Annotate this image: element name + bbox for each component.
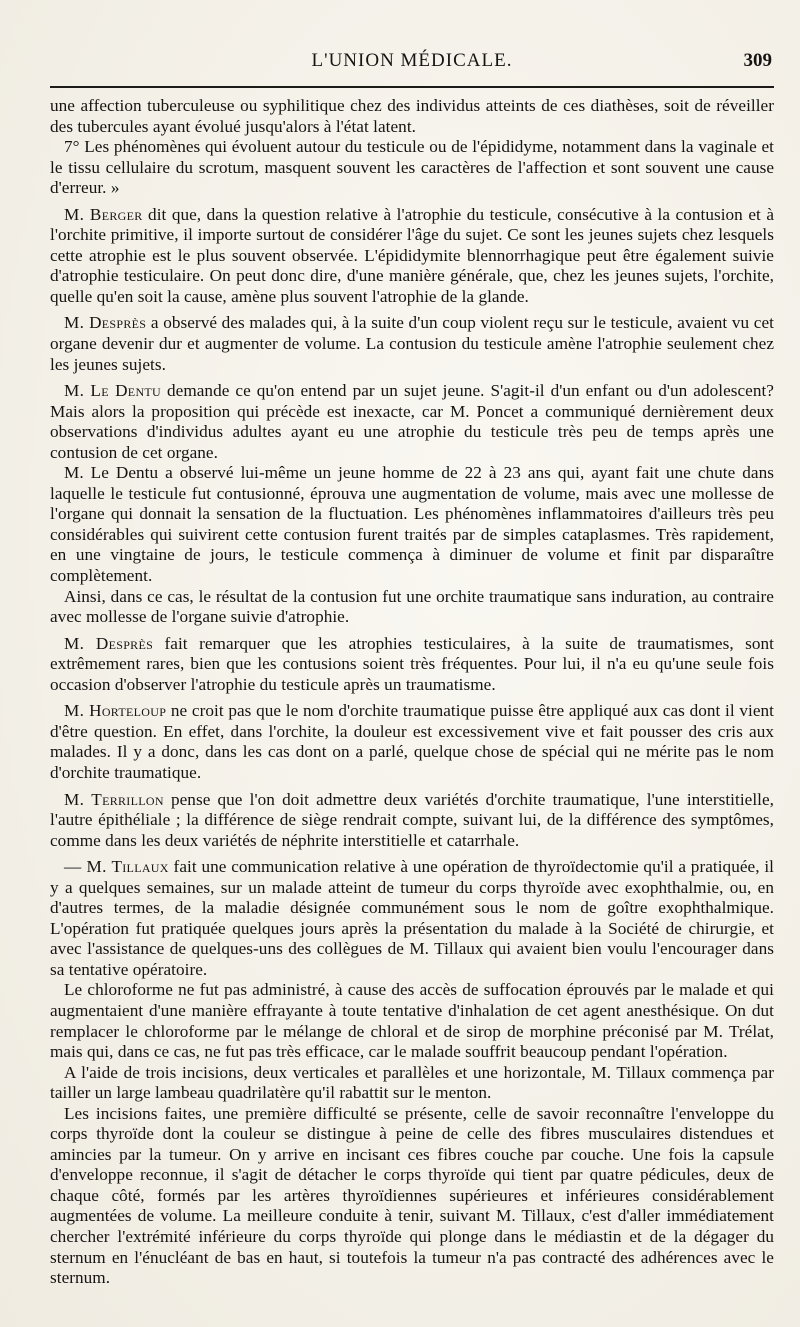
speaker-name: M. Le Dentu	[64, 381, 162, 401]
speaker-name: M. Desprès	[64, 313, 147, 333]
paragraph-text: Les incisions faites, une première difficulté se présente, celle de savoir reconnaître l'enveloppe du corps thyroïde dont la couleur se distingue à peine de celle des fibres musculaires distendues et amincies par la tumeur. On y arrive en incisant ces fibres couche par couche. Une fois la capsule d'enveloppe reconnue, il s'agit de détacher le corps thyroïde qui tient par quatre pédicules, deux de chaque côté, formés par les artères thyroïdiennes supérieures et inférieures considérablement augmentées de volume. La meilleure conduite à tenir, suivant M. Tillaux, c'est d'aller immédiatement chercher l'extrémité inférieure du corps thyroïde qui plonge dans le médiastin et de la dégager du sternum en l'énucléant de bas en haut, si toutefois la tumeur n'a pas contracté des adhérences avec le sternum.	[50, 1103, 774, 1288]
speaker-name: M. Horteloup	[64, 701, 167, 721]
article-body	[50, 96, 774, 1289]
paragraph-text: a observé des malades qui, à la suite d'un coup violent reçu sur le testicule, avaient vu cet organe devenir dur et augmenter de volume. La contusion du testicule amène l'atrophie seulement chez les jeunes sujets.	[50, 313, 774, 374]
paragraph-text: M. Le Dentu a observé lui-même un jeune homme de 22 à 23 ans qui, ayant fait une chute dans laquelle le testicule fut contusionné, éprouva une augmentation de volume, mais avec une mollesse de l'organe qui donnait la sensation de la fluctuation. Les phénomènes inflammatoires d'ailleurs très peu considérables qui suivirent cette contusion furent traités par de simples cataplasmes. Très rapidement, en une vingtaine de jours, le testicule commença à diminuer de volume et finit par disparaître complètement.	[50, 463, 774, 586]
paragraph-text: dit que, dans la question relative à l'atrophie du testicule, consécutive à la contusion et à l'orchite primitive, il importe surtout de considérer l'âge du sujet. Ce sont les jeunes sujets chez lesquels cette atrophie est le plus souvent observée. L'épididymite blennorrhagique peut être également suivie d'atrophie testiculaire. On peut donc dire, d'une manière générale, que, chez les jeunes sujets, l'orchite, quelle qu'en soit la cause, amène plus souvent l'atrophie de la glande.	[50, 204, 774, 306]
paragraph-text: Ainsi, dans ce cas, le résultat de la contusion fut une orchite traumatique sans induration, au contraire avec mollesse de l'organe suivie d'atrophie.	[50, 586, 774, 627]
paragraph	[50, 980, 774, 1062]
paragraph	[50, 1104, 774, 1289]
paragraph-text: A l'aide de trois incisions, deux verticales et parallèles et une horizontale, M. Tillaux commença par tailler un large lambeau quadrilatère qu'il rabattit sur le menton.	[50, 1062, 774, 1103]
header-rule	[50, 86, 774, 88]
paragraph	[50, 463, 774, 586]
running-title: L'UNION MÉDICALE.	[311, 50, 513, 71]
paragraph	[50, 587, 774, 628]
speaker-name: M. Terrillon	[64, 789, 164, 809]
paragraph	[50, 96, 774, 137]
paragraph-text: fait une communication relative à une opération de thyroïdectomie qu'il a pratiquée, il y a quelques semaines, sur un malade atteint de tumeur du corps thyroïde avec exophthalmie, ou, en d'autres termes, de la maladie désignée communément sous le nom de goître exophthalmique. L'opération fut pratiquée quelques jours après la présentation du malade à la Société de chirurgie, et avec l'assistance de quelques-uns des collègues de M. Tillaux qui avaient bien voulu l'encourager dans sa tentative opératoire.	[50, 857, 774, 979]
speaker-name: M. Desprès	[64, 633, 154, 653]
paragraph	[50, 1063, 774, 1104]
paragraph	[50, 205, 774, 308]
page-number: 309	[743, 50, 772, 71]
paragraph	[50, 381, 774, 463]
page-header	[50, 50, 774, 80]
paragraph	[50, 857, 774, 980]
paragraph-text: demande ce qu'on entend par un sujet jeune. S'agit-il d'un enfant ou d'un adolescent? Mais alors la proposition qui précède est inexacte, car M. Poncet a communiqué dernièrement deux observations d'individus adultes ayant eu une atrophie du testicule très peu de temps après une contusion de cet organe.	[50, 381, 774, 462]
paragraph	[50, 313, 774, 375]
paragraph-text: fait remarquer que les atrophies testiculaires, à la suite de traumatismes, sont extrêmement rares, bien que les contusions soient très fréquentes. Pour lui, il n'a eu qu'une seule fois occasion d'observer l'atrophie du testicule après un traumatisme.	[50, 633, 774, 694]
paragraph	[50, 137, 774, 199]
paragraph-text: ne croit pas que le nom d'orchite traumatique puisse être appliqué aux cas dont il vient d'être question. En effet, dans l'orchite, la douleur est excessivement vive et fait pousser des cris aux malades. Il y a donc, dans les cas dont on a parlé, quelque chose de spécial qui ne mérite pas le nom d'orchite traumatique.	[50, 701, 774, 782]
paragraph-text: Le chloroforme ne fut pas administré, à cause des accès de suffocation éprouvés par le malade et qui augmentaient d'une manière effrayante à toute tentative d'inhalation de cet agent anesthésique. On dut remplacer le chloroforme par le mélange de chloral et de sirop de morphine préconisé par M. Trélat, mais qui, dans ce cas, ne fut pas très efficace, car le malade souffrit beaucoup pendant l'opération.	[50, 980, 774, 1062]
paragraph	[50, 634, 774, 696]
paragraph-text: pense que l'on doit admettre deux variétés d'orchite traumatique, l'une interstitielle, l'autre épithéliale ; la différence de siège rendrait compte, suivant lui, de la différence des symptômes, comme dans les deux variétés de néphrite interstitielle et catarrhale.	[50, 789, 774, 850]
speaker-name: M. Berger	[64, 204, 143, 224]
speaker-name: — M. Tillaux	[64, 857, 169, 877]
paragraph-text: 7° Les phénomènes qui évoluent autour du testicule ou de l'épididyme, notamment dans la vaginale et le tissu cellulaire du scrotum, masquent souvent les caractères de l'affection et sont souvent une cause d'erreur. »	[50, 137, 774, 198]
paragraph	[50, 701, 774, 783]
paragraph-text: une affection tuberculeuse ou syphilitique chez des individus atteints de ces diathèses, soit de réveiller des tubercules ayant évolué jusqu'alors à l'état latent.	[50, 96, 774, 136]
paragraph	[50, 790, 774, 852]
